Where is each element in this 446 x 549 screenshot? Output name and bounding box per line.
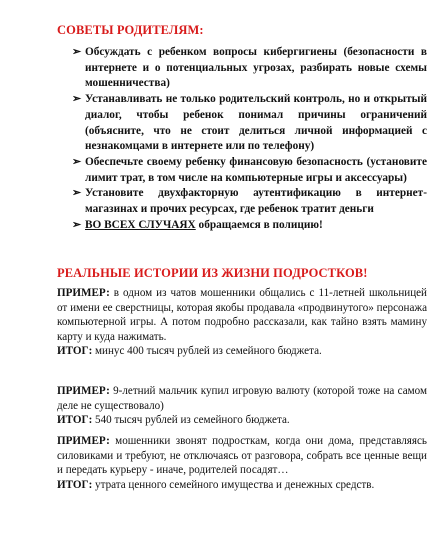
story-block xyxy=(57,434,427,492)
story-block xyxy=(57,286,427,359)
arrow-bullet-icon: ➢ xyxy=(72,187,82,200)
list-item xyxy=(72,45,427,92)
list-item xyxy=(72,92,427,155)
story-example xyxy=(57,384,427,413)
example-text: 9-летний мальчик купил игровую валюту (которой тоже на самом деле не существовало) xyxy=(57,385,427,412)
tip-underlined-prefix: ВО ВСЕХ СЛУЧАЯХ xyxy=(85,218,196,231)
story-block xyxy=(57,384,427,428)
example-text: мошенники звонят подросткам, когда они дома, представляясь силовиками и требуют, не отключаясь от разговора, собрать все ценные вещи и передать курьеру - иначе, родителей посадят… xyxy=(57,435,427,477)
story-example xyxy=(57,434,427,478)
example-label: ПРИМЕР: xyxy=(57,435,110,447)
tip-text: Обсуждать с ребенком вопросы кибергигиены (безопасности в интернете и о потенциальных угрозах, разбирать новые схемы мошенничества) xyxy=(85,46,427,90)
example-label: ПРИМЕР: xyxy=(57,287,110,299)
story-example xyxy=(57,286,427,344)
arrow-bullet-icon: ➢ xyxy=(72,93,82,106)
arrow-bullet-icon: ➢ xyxy=(72,46,82,58)
story-result xyxy=(57,478,427,493)
result-label: ИТОГ: xyxy=(57,345,93,358)
real-stories-heading: РЕАЛЬНЫЕ ИСТОРИИ ИЗ ЖИЗНИ ПОДРОСТКОВ! xyxy=(57,266,368,280)
example-label: ПРИМЕР: xyxy=(57,385,110,397)
story-result xyxy=(57,344,427,359)
result-text: утрата ценного семейного имущества и денежных средств. xyxy=(92,478,375,491)
list-item xyxy=(72,218,427,234)
list-item xyxy=(72,186,427,217)
result-label: ИТОГ: xyxy=(57,478,93,491)
tip-text: Установите двухфакторную аутентификацию в интернет-магазинах и прочих ресурсах, где ребенок тратит деньги xyxy=(85,187,427,216)
parents-advice-heading: СОВЕТЫ РОДИТЕЛЯМ: xyxy=(57,23,204,37)
arrow-bullet-icon: ➢ xyxy=(72,155,82,168)
result-text: 540 тысяч рублей из семейного бюджета. xyxy=(92,414,290,427)
result-text: минус 400 тысяч рублей из семейного бюджета. xyxy=(92,345,322,358)
example-text: в одном из чатов мошенники общались с 11-летней школьницей от имени ее сверстницы, которая якобы продавала «продвинутого» персонажа компьютерной игры. А потом подробно рассказали, как тайно взять мамину карту и куда нажимать. xyxy=(57,287,427,343)
tip-text: обращаемся в полицию! xyxy=(195,218,323,231)
result-label: ИТОГ: xyxy=(57,414,93,427)
parents-tips-list xyxy=(72,45,427,233)
tip-text: Обеспечьте своему ребенку финансовую безопасность (установите лимит трат, в том числе на компьютерные игры и аксессуары) xyxy=(85,155,427,184)
list-item xyxy=(72,155,427,186)
arrow-bullet-icon: ➢ xyxy=(72,218,82,231)
tip-text: Устанавливать не только родительский контроль, но и открытый диалог, чтобы ребенок понимал причины ограничений (объясните, что не стоит делиться личной информацией с незнакомцами в интернете или по телефону) xyxy=(85,93,427,153)
story-result xyxy=(57,413,427,428)
